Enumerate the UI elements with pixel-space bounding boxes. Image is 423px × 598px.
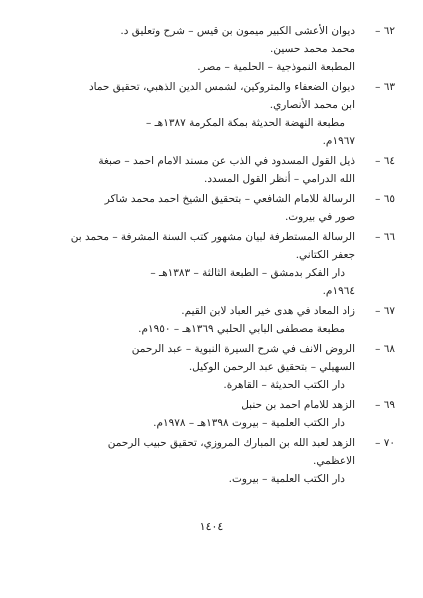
entry-line: الرسالة للامام الشافعي – بتحقيق الشيخ احمد محمد شاكر (104, 193, 355, 205)
entry-line: مطبعة النهضة الحديثة بمكة المكرمة ١٣٨٧هـ – (146, 117, 345, 129)
entry-number: ٦٩ – (375, 399, 395, 411)
entry-line: الله الدرامي – أنظر القول المسدد. (204, 173, 355, 185)
entry-line: ١٩٦٧م. (322, 135, 355, 147)
entry-number: ٦٤ – (375, 155, 395, 167)
entry-number: ٦٥ – (375, 193, 395, 205)
bibliography-entry (25, 434, 395, 488)
entry-number: ٦٣ – (375, 81, 395, 93)
entry-line: المطبعة النموذجية – الحلمية – مصر. (197, 61, 355, 73)
entry-line: ديوان الضعفاء والمتروكين، لشمس الدين الذهبي، تحقيق حماد (88, 81, 355, 93)
bibliography-entry (25, 340, 395, 394)
entry-line: ١٩٦٤م. (322, 285, 355, 297)
entry-text (25, 302, 355, 338)
entry-line: ابن محمد الأنصاري. (269, 99, 355, 111)
entry-number: ٦٦ – (375, 231, 395, 243)
entry-number: ٦٧ – (375, 305, 395, 317)
entry-line: الزهد لعبد الله بن المبارك المروزي، تحقيق حبيب الرحمن (107, 437, 355, 449)
entry-text (25, 22, 355, 76)
entry-line: ديوان الأعشى الكبير ميمون بن قيس – شرح وتعليق د. (120, 25, 355, 37)
bibliography-entry (25, 190, 395, 226)
entry-text (25, 340, 355, 394)
page-number: ١٤٠٤ (199, 520, 224, 533)
entry-line: دار الكتب العلمية – بيروت. (228, 473, 345, 485)
bibliography-list (25, 22, 395, 490)
entry-line: محمد محمد حسين. (270, 43, 355, 55)
bibliography-entry (25, 396, 395, 432)
entry-line: الزهد للامام احمد بن حنبل (241, 399, 355, 411)
entry-line: السهيلي – بتحقيق عبد الرحمن الوكيل. (188, 361, 355, 373)
bibliography-entry (25, 152, 395, 188)
entry-text (25, 434, 355, 488)
entry-line: دار الكتب الحديثة – القاهرة. (223, 379, 345, 391)
entry-text (25, 152, 355, 188)
entry-line: دار الكتب العلمية – بيروت ١٣٩٨هـ – ١٩٧٨م. (153, 417, 345, 429)
entry-line: زاد المعاد في هدى خير العباد لابن القيم. (181, 305, 355, 317)
bibliography-entry (25, 78, 395, 150)
entry-text (25, 228, 355, 300)
entry-text (25, 190, 355, 226)
entry-number: ٦٨ – (375, 343, 395, 355)
entry-line: الاعظمي. (313, 455, 355, 467)
bibliography-entry (25, 228, 395, 300)
entry-line: مطبعة مصطفى البابي الحلبي ١٣٦٩هـ – ١٩٥٠م. (138, 323, 345, 335)
entry-number: ٦٢ – (375, 25, 395, 37)
entry-text (25, 78, 355, 150)
entry-line: ذيل القول المسدود في الذب عن مسند الامام احمد – صبغة (98, 155, 355, 167)
entry-line: دار الفكر بدمشق – الطبعة الثالثة – ١٣٨٣هـ – (150, 267, 345, 279)
entry-line: الرسالة المستطرفة لبيان مشهور كتب السنة المشرفة – محمد بن (70, 231, 355, 243)
bibliography-entry (25, 302, 395, 338)
entry-text (25, 396, 355, 432)
entry-line: صور في بيروت. (284, 211, 355, 223)
entry-number: ٧٠ – (375, 437, 395, 449)
entry-line: جعفر الكتاني. (295, 249, 355, 261)
entry-line: الروض الانف في شرح السيرة النبوية – عبد الرحمن (131, 343, 355, 355)
bibliography-entry (25, 22, 395, 76)
